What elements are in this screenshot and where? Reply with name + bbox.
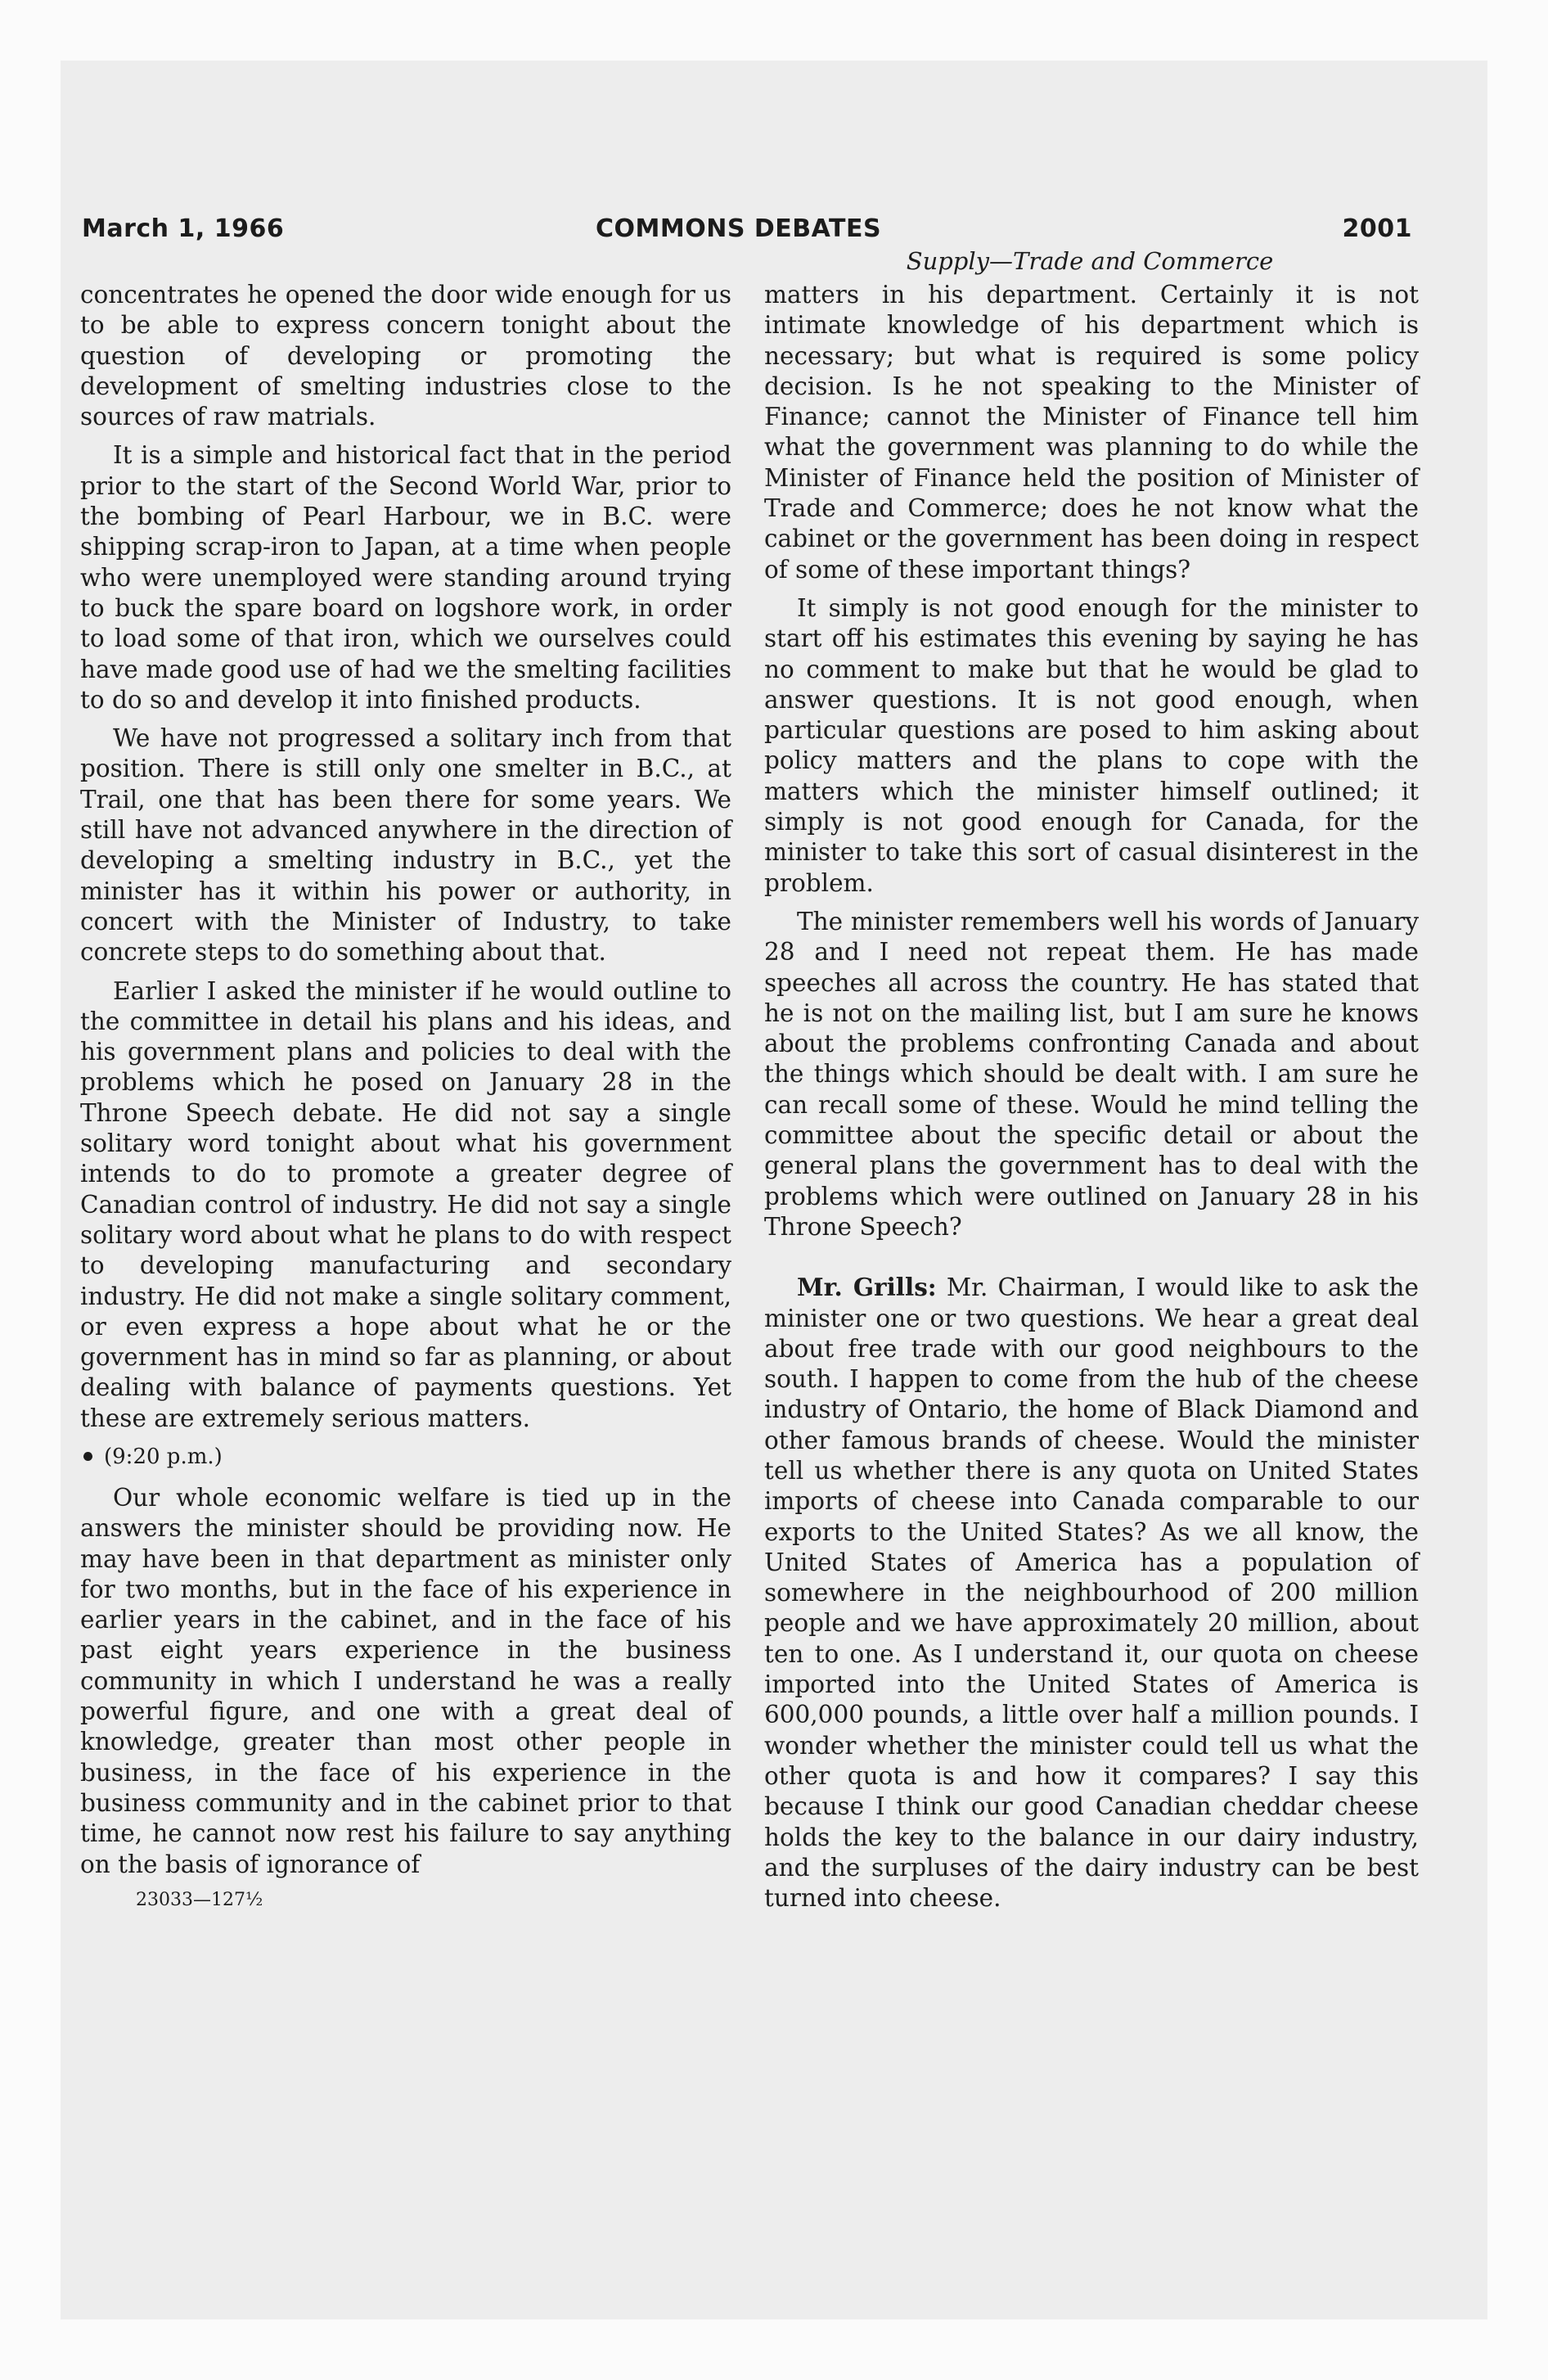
paragraph: It simply is not good enough for the minister to start off his estimates this evening by saying he has no comment to make but that he would be glad to answer questions. It is not good enough, when particular questions are posed to him asking about policy matters and the plans to cope with the matters which the minister himself outlined; it simply is not good enough for Canada, for the minister to take this sort of casual disinterest in the problem. (764, 593, 1419, 897)
printer-code: 23033—127½ (136, 1889, 263, 1910)
bullet-icon (83, 1452, 92, 1461)
running-head: Supply—Trade and Commerce (906, 247, 1274, 275)
time-marker-text: (9:20 p.m.) (104, 1444, 223, 1469)
paragraph: Our whole economic welfare is tied up in the answers the minister should be providing now. He may have been in that department as minister only for two months, but in the face of his experience in earlier years in the cabinet, and in the face of his past eight years experience in the business community in which I understand he was a really powerful figure, and one with a great deal of knowledge, greater than most other people in business, in the face of his experience in the business community and in the cabinet prior to that time, he cannot now rest his failure to say anything on the basis of ignorance of (80, 1483, 731, 1878)
paragraph: It is a simple and historical fact that in the period prior to the start of the Second World War, prior to the bombing of Pearl Harbour, we in B.C. were shipping scrap-iron to Japan, at a time when people who were unemployed were standing around trying to buck the spare board on logshore work, in order to load some of that iron, which we ourselves could have made good use of had we the smelting facilities to do so and develop it into finished products. (80, 441, 731, 714)
time-marker (80, 1442, 731, 1472)
header-publication-title: COMMONS DEBATES (596, 214, 882, 243)
header-date: March 1, 1966 (82, 214, 285, 243)
paragraph: matters in his department. Certainly it is not intimate knowledge of his department which is necessary; but what is required is some policy decision. Is he not speaking to the Minister of Finance; cannot the Minister of Finance tell him what the government was planning to do while the Minister of Finance held the position of Minister of Trade and Commerce; does he not know what the cabinet or the government has been doing in respect of some of these important things? (764, 281, 1419, 584)
speaker-name: Mr. Grills: (797, 1273, 937, 1302)
speech-paragraph (764, 1272, 1419, 1913)
left-column (80, 280, 731, 1913)
header-page-number: 2001 (1342, 214, 1412, 243)
speech-text: Mr. Chairman, I would like to ask the minister one or two questions. We hear a great deal about free trade with our good neighbours to the south. I happen to come from the hub of the cheese industry of Ontario, the home of Black Diamond and other famous brands of cheese. Would the minister tell us whether there is any quota on United States imports of cheese into Canada comparable to our exports to the United States? As we all know, the United States of America has a population of somewhere in the neighbourhood of 200 million people and we have approximately 20 million, about ten to one. As I understand it, our quota on cheese imported into the United States of America is 600,000 pounds, a little over half a million pounds. I wonder whether the minister could tell us what the other quota is and how it compares? I say this because I think our good Canadian cheddar cheese holds the key to the balance in our dairy industry, and the surpluses of the dairy industry can be best turned into cheese. (764, 1273, 1419, 1913)
paragraph: concentrates he opened the door wide enough for us to be able to express concern tonight about the question of developing or promoting the development of smelting industries close to the sources of raw matrials. (80, 281, 731, 431)
paragraph: We have not progressed a solitary inch from that position. There is still only one smelter in B.C., at Trail, one that has been there for some years. We still have not advanced anywhere in the direction of developing a smelting industry in B.C., yet the minister has it within his power or authority, in concert with the Minister of Industry, to take concrete steps to do something about that. (80, 724, 731, 967)
paragraph: Earlier I asked the minister if he would outline to the committee in detail his plans and his ideas, and his government plans and policies to deal with the problems which he posed on January 28 in the Throne Speech debate. He did not say a single solitary word tonight about what his government intends to do to promote a greater degree of Canadian control of industry. He did not say a single solitary word about what he plans to do with respect to developing manufacturing and secondary industry. He did not make a single solitary comment, or even express a hope about what he or the government has in mind so far as planning, or about dealing with balance of payments questions. Yet these are extremely serious matters. (80, 976, 731, 1432)
paragraph: The minister remembers well his words of January 28 and I need not repeat them. He has made speeches all across the country. He has stated that he is not on the mailing list, but I am sure he knows about the problems confronting Canada and about the things which should be dealt with. I am sure he can recall some of these. Would he mind telling the committee about the specific detail or about the general plans the government has to deal with the problems which were outlined on January 28 in his Throne Speech? (764, 907, 1419, 1241)
right-column (764, 280, 1419, 1922)
